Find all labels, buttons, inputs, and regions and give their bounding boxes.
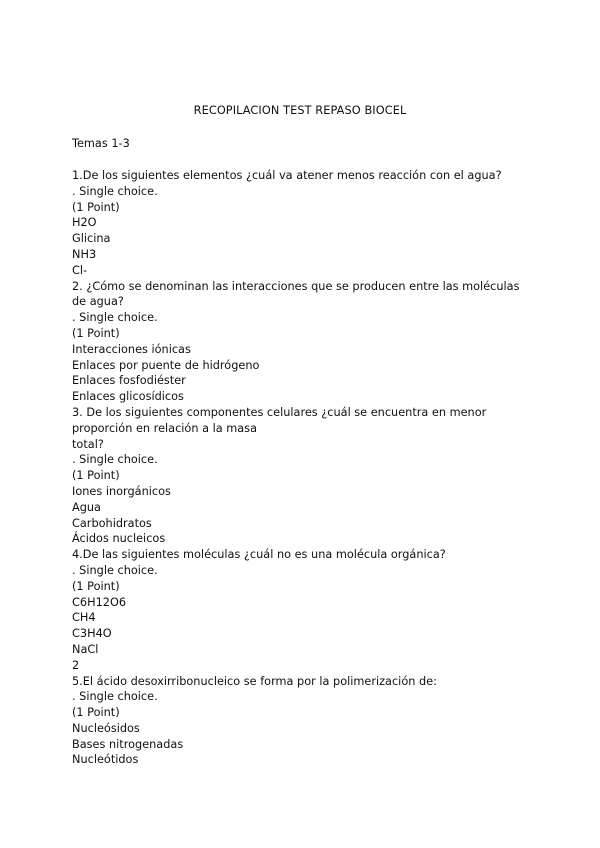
question-4-option-d: NaCl: [72, 642, 99, 656]
question-1-type: . Single choice.: [72, 184, 158, 198]
question-2-option-b: Enlaces por puente de hidrógeno: [72, 358, 260, 372]
document-subtitle: Temas 1-3: [72, 137, 130, 150]
question-5-option-a: Nucleósidos: [72, 721, 140, 735]
question-3-option-a: Iones inorgánicos: [72, 484, 171, 498]
question-2-option-c: Enlaces fosfodiéster: [72, 374, 186, 388]
question-3-points: (1 Point): [72, 469, 120, 483]
question-4-note: 2: [72, 658, 80, 672]
question-1-option-b: Glicina: [72, 232, 111, 246]
question-4-text: 4.De las siguientes moléculas ¿cuál no es una molécula orgánica?: [72, 548, 446, 562]
question-3-type: . Single choice.: [72, 453, 158, 467]
question-3-option-c: Carbohidratos: [72, 516, 152, 530]
question-2-option-d: Enlaces glicosídicos: [72, 390, 184, 404]
question-2-points: (1 Point): [72, 326, 120, 340]
question-4-type: . Single choice.: [72, 563, 158, 577]
question-5-points: (1 Point): [72, 706, 120, 720]
question-2-text: 2. ¿Cómo se denominan las interacciones que se producen entre las moléculas de agua?: [72, 279, 524, 309]
question-4-option-a: C6H12O6: [72, 595, 127, 609]
question-5-text: 5.El ácido desoxirribonucleico se forma por la polimerización de:: [72, 674, 437, 688]
question-1-points: (1 Point): [72, 200, 120, 214]
question-4-points: (1 Point): [72, 579, 120, 593]
question-3-option-d: Ácidos nucleicos: [72, 532, 166, 546]
question-1-option-a: H2O: [72, 216, 97, 230]
question-4-option-b: CH4: [72, 611, 96, 625]
question-2-type: . Single choice.: [72, 311, 158, 325]
question-5-option-b: Bases nitrogenadas: [72, 737, 184, 751]
question-2-option-a: Interacciones iónicas: [72, 342, 191, 356]
question-5-type: . Single choice.: [72, 690, 158, 704]
question-5-option-c: Nucleótidos: [72, 753, 139, 767]
question-1-option-c: NH3: [72, 247, 97, 261]
question-1-text: 1.De los siguientes elementos ¿cuál va atener menos reacción con el agua?: [72, 169, 502, 182]
question-list: [72, 168, 532, 768]
question-3-text-continued: total?: [72, 437, 104, 451]
question-3-option-b: Agua: [72, 500, 101, 514]
question-4-option-c: C3H4O: [72, 627, 112, 641]
question-3-text: 3. De los siguientes componentes celulares ¿cuál se encuentra en menor proporción en relación a la masa: [72, 405, 490, 435]
question-1-option-d: Cl-: [72, 263, 88, 277]
document-title: RECOPILACION TEST REPASO BIOCEL: [193, 104, 407, 117]
